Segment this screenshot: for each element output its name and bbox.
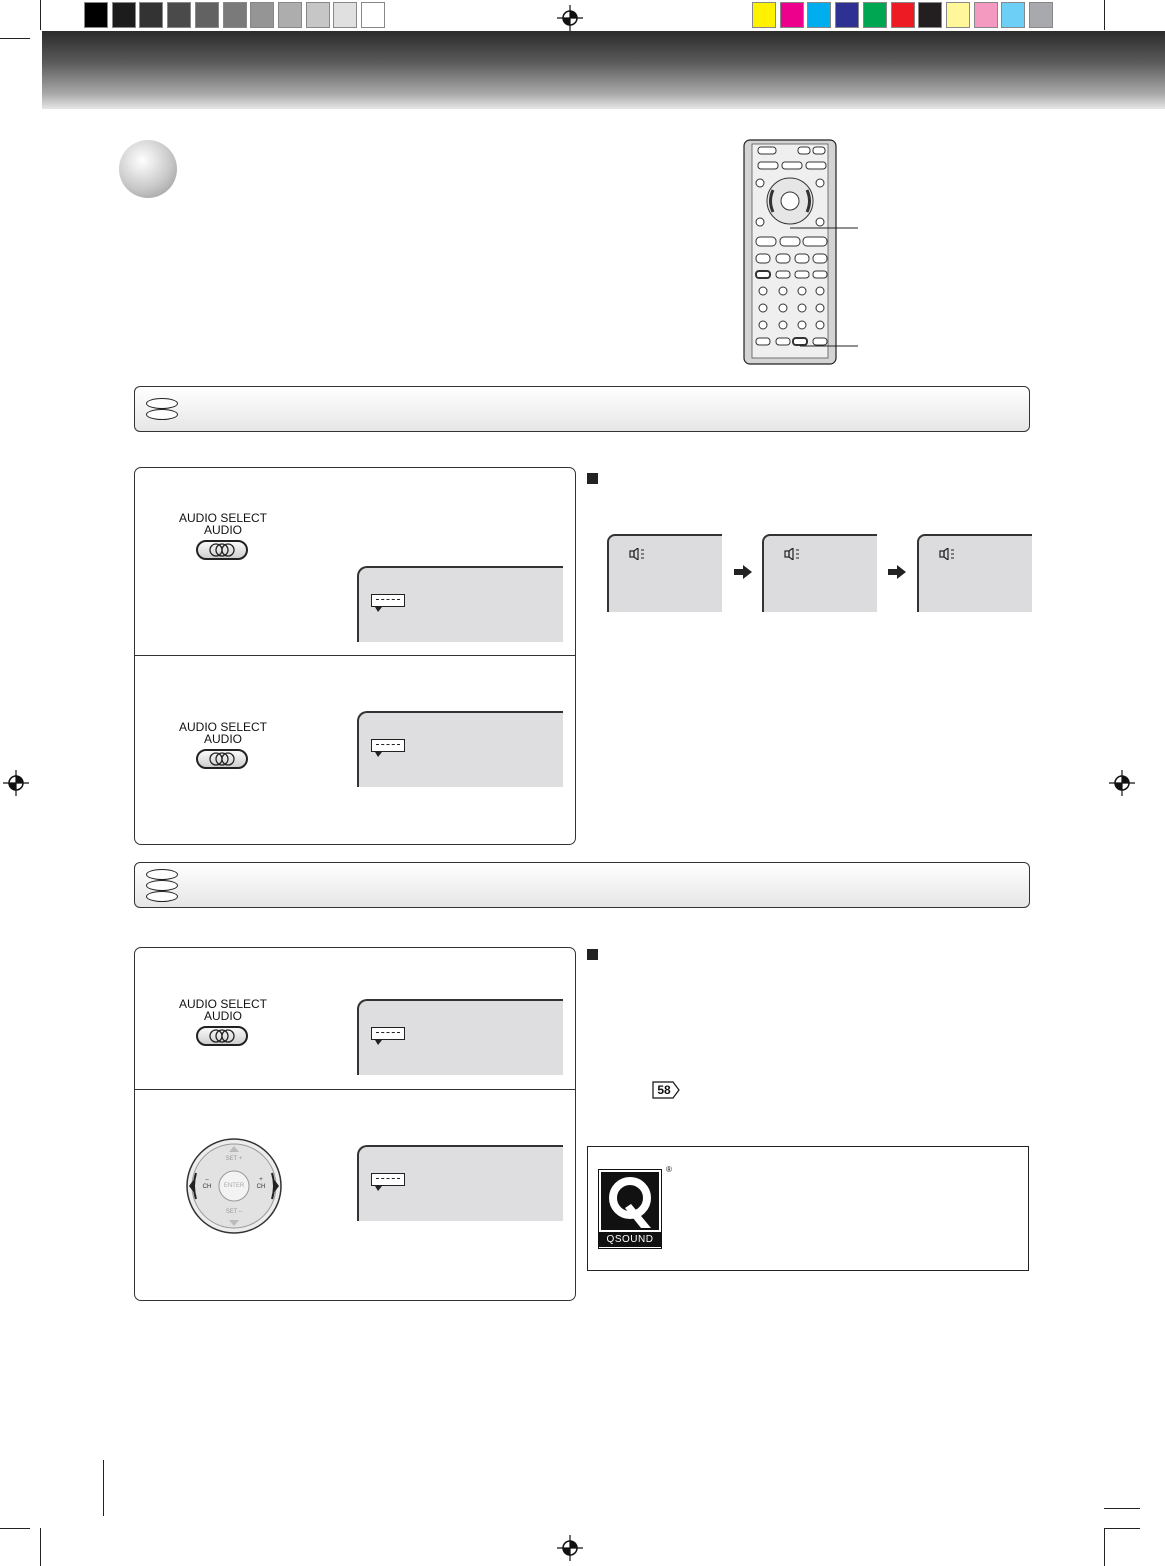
dpad-left-label: – CH <box>202 1177 212 1190</box>
qsound-logo-mark <box>601 1172 659 1230</box>
gray-swatch <box>84 2 108 28</box>
panel-divider <box>135 655 575 656</box>
square-bullet <box>587 473 598 484</box>
gray-swatch <box>167 2 191 28</box>
color-swatch <box>918 2 942 28</box>
crop-mark <box>1104 1508 1140 1509</box>
gray-swatch <box>278 2 302 28</box>
subtitle-dialog-icon <box>371 1173 405 1186</box>
section-bar-dvd <box>134 386 1030 432</box>
disc-type-tag <box>146 880 178 891</box>
panel-divider <box>135 1089 575 1090</box>
color-swatch <box>974 2 998 28</box>
gray-scale-bar <box>84 2 390 28</box>
disc-type-tag <box>146 891 178 902</box>
registration-mark-left <box>3 770 29 796</box>
gray-swatch <box>250 2 274 28</box>
registered-mark: ® <box>666 1165 672 1174</box>
crop-mark <box>1104 1528 1105 1566</box>
gray-swatch <box>223 2 247 28</box>
registration-mark-right <box>1109 770 1135 796</box>
dpad-enter-label: ENTER <box>223 1183 245 1189</box>
right-arrow-icon <box>888 565 906 579</box>
color-swatch <box>780 2 804 28</box>
section-bar-cd <box>134 862 1030 908</box>
color-scale-bar <box>752 2 1058 28</box>
gray-swatch <box>139 2 163 28</box>
disc-type-tag <box>146 869 178 880</box>
section-disc-bullet <box>119 140 177 198</box>
subtitle-dialog-icon <box>371 1027 405 1040</box>
dpad-right-label: + CH <box>256 1177 266 1190</box>
audio-select-button-icon <box>196 540 248 560</box>
gray-swatch <box>195 2 219 28</box>
speaker-icon <box>939 548 955 560</box>
qsound-info-box <box>587 1146 1029 1271</box>
gray-swatch <box>333 2 357 28</box>
remote-control-illustration <box>740 138 864 366</box>
color-swatch <box>863 2 887 28</box>
gray-swatch <box>306 2 330 28</box>
speaker-icon <box>784 548 800 560</box>
disc-type-tag <box>146 398 178 409</box>
color-swatch <box>752 2 776 28</box>
color-swatch <box>835 2 859 28</box>
qsound-logo <box>598 1169 662 1249</box>
crop-mark <box>40 0 41 30</box>
audio-screen-1 <box>607 534 722 612</box>
osd-screen <box>357 711 563 787</box>
crop-mark <box>1104 0 1105 30</box>
color-swatch <box>891 2 915 28</box>
gray-swatch <box>112 2 136 28</box>
color-swatch <box>946 2 970 28</box>
right-arrow-icon <box>734 565 752 579</box>
color-swatch <box>1001 2 1025 28</box>
button-label: AUDIO SELECT AUDIO <box>178 997 268 1023</box>
page-reference-badge[interactable] <box>652 1081 680 1099</box>
osd-screen <box>357 1145 563 1221</box>
page-header-band <box>42 31 1165 109</box>
audio-select-button-icon <box>196 1026 248 1046</box>
crop-mark <box>1104 1528 1140 1529</box>
color-swatch <box>1029 2 1053 28</box>
registration-mark-bottom <box>557 1535 583 1561</box>
dpad-illustration <box>185 1137 283 1235</box>
crop-mark <box>0 38 30 39</box>
crop-mark <box>0 1528 30 1529</box>
color-swatch <box>807 2 831 28</box>
dpad-top-label: SET + <box>225 1156 243 1162</box>
gray-swatch <box>361 2 385 28</box>
steps-panel-2 <box>134 947 576 1301</box>
square-bullet <box>587 949 598 960</box>
subtitle-dialog-icon <box>371 739 405 752</box>
audio-screen-2 <box>762 534 877 612</box>
button-label: AUDIO SELECT AUDIO <box>178 720 268 746</box>
steps-panel-1 <box>134 467 576 845</box>
crop-mark <box>40 1528 41 1566</box>
subtitle-dialog-icon <box>371 594 405 607</box>
disc-type-tag <box>146 409 178 420</box>
button-label: AUDIO SELECT AUDIO <box>178 511 268 537</box>
page-reference-number: 58 <box>657 1083 671 1097</box>
qsound-wordmark: QSOUND <box>599 1232 661 1247</box>
speaker-icon <box>629 548 645 560</box>
page-margin-rule <box>103 1460 104 1516</box>
audio-select-button-icon <box>196 749 248 769</box>
audio-screen-3 <box>917 534 1032 612</box>
registration-mark-top <box>557 5 583 31</box>
dpad-bottom-label: SET – <box>225 1209 243 1215</box>
osd-screen <box>357 566 563 642</box>
osd-screen <box>357 999 563 1075</box>
